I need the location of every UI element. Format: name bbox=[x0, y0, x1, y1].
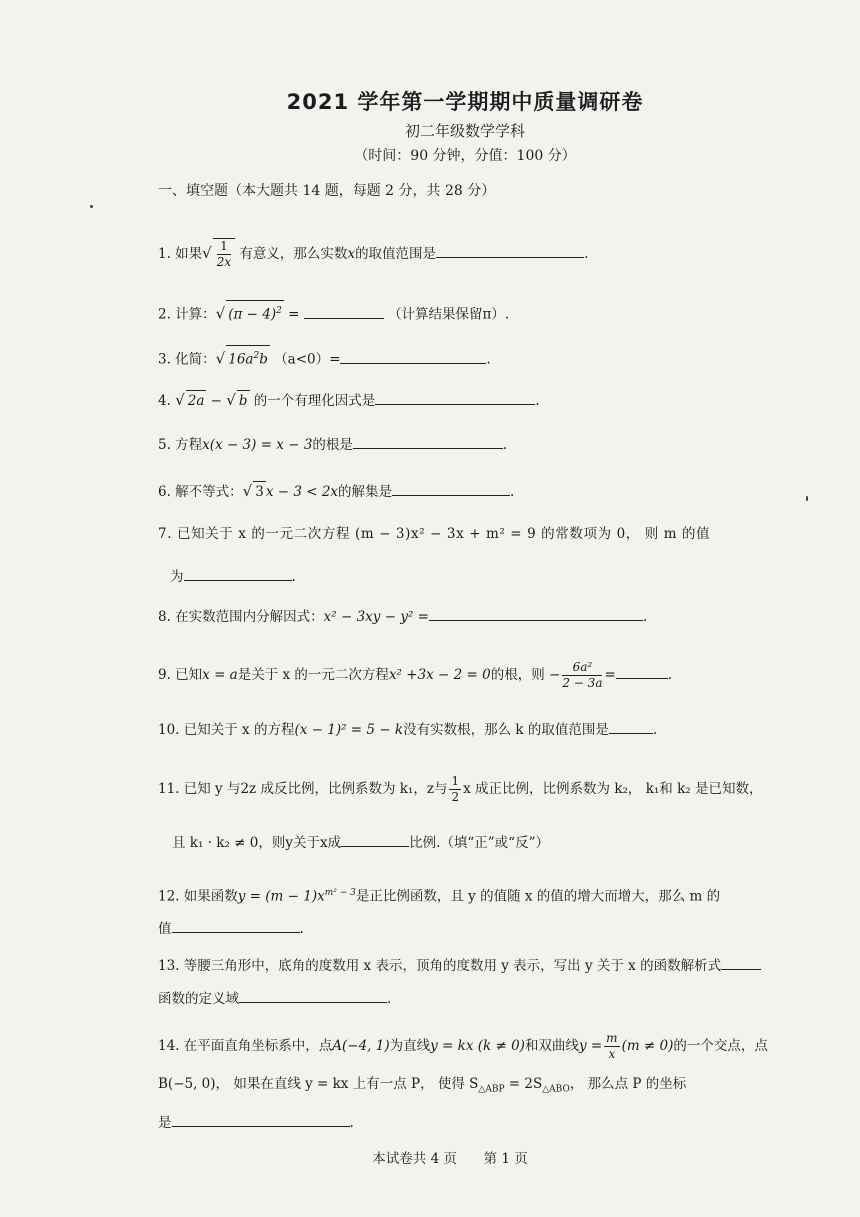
q3-expr-b: b bbox=[259, 351, 268, 368]
q11-denominator: 2 bbox=[451, 790, 460, 804]
q14-denominator: x bbox=[608, 1047, 616, 1061]
q7-text: 7. 已知关于 x 的一元二次方程 (m − 3)x² − 3x + m² = 9 的常数项为 0， 则 m 的值 bbox=[158, 526, 711, 542]
q12-function: y = (m − 1)x bbox=[237, 888, 325, 905]
q13-text: 13. 等腰三角形中，底角的度数用 x 表示，顶角的度数用 y 表示，写出 y 关于 x 的函数解析式 bbox=[158, 958, 722, 974]
q5-end: . bbox=[502, 437, 508, 453]
q9-fraction bbox=[562, 660, 602, 691]
section-heading: 一、填空题（本大题共 14 题，每题 2 分，共 28 分） bbox=[158, 183, 496, 199]
question-3 bbox=[158, 345, 491, 370]
scan-speck bbox=[806, 496, 808, 501]
q4-end: . bbox=[535, 393, 540, 409]
q5-text: 5. 方程 bbox=[158, 437, 203, 453]
page-title: 2021 学年第一学期期中质量调研卷 bbox=[286, 90, 644, 114]
q1-answer-blank[interactable] bbox=[436, 243, 584, 258]
q3-cond: （a<0）= bbox=[274, 351, 341, 368]
q9-eq: = bbox=[604, 667, 616, 683]
question-5 bbox=[158, 434, 507, 455]
q14-text-3: 和双曲线 bbox=[524, 1038, 579, 1054]
question-1: 1. 如果√ $\frac{1}{2x}$ 有意义，那么实数x的取值范围是 . bbox=[158, 239, 589, 269]
question-10 bbox=[158, 719, 657, 740]
q10-answer-blank[interactable] bbox=[609, 719, 653, 734]
q7-text-2: 为 bbox=[170, 569, 184, 585]
q10-equation: (x − 1)² = 5 − k bbox=[294, 722, 404, 738]
q2-note: （计算结果保留π）. bbox=[388, 306, 510, 323]
q1-radicand bbox=[213, 238, 235, 270]
q14-text-7: ， 那么点 P 的坐标 bbox=[569, 1076, 687, 1092]
q5-equation: x(x − 3) = x − 3 bbox=[202, 437, 313, 453]
q11-answer-blank[interactable] bbox=[341, 832, 409, 847]
q6-answer-blank[interactable] bbox=[392, 481, 510, 496]
exam-meta: （时间：90 分钟，分值：100 分） bbox=[354, 148, 576, 164]
q3-end: . bbox=[486, 351, 491, 368]
q6-text-2: 的解集是 bbox=[338, 484, 393, 500]
q9-text: 9. 已知 bbox=[158, 667, 203, 683]
q11-text-2: z与 bbox=[426, 781, 448, 797]
q7-answer-blank[interactable] bbox=[184, 566, 292, 581]
q4-answer-blank[interactable] bbox=[375, 390, 535, 405]
q14-sub-1: △ABP bbox=[478, 1084, 505, 1095]
q14-sub-2: △ABO bbox=[542, 1084, 570, 1095]
question-4 bbox=[158, 390, 540, 411]
q1-fraction: $\frac{1}{2x}$ bbox=[216, 239, 232, 269]
q12-text-2: 是正比例函数，且 y 的值随 x 的值的增大而增大，那么 m 的 bbox=[355, 888, 721, 905]
q5-text-2: 的根是 bbox=[312, 437, 353, 453]
q12-text-3: 值 bbox=[158, 921, 172, 937]
q8-end: . bbox=[642, 609, 648, 625]
q3-radicand: $16a^2b$ bbox=[226, 345, 270, 370]
q3-expr-a: 16a bbox=[228, 351, 254, 368]
q12-exponent: m² − 3 bbox=[324, 888, 356, 898]
q12-text: 12. 如果函数 bbox=[158, 888, 238, 905]
q14-answer-blank[interactable] bbox=[172, 1112, 350, 1127]
q11-text: 11. 已知 y 与2z 成反比例，比例系数为 k₁， bbox=[158, 781, 427, 797]
q8-expr: x² − 3xy − y² = bbox=[323, 609, 429, 625]
q8-text: 8. 在实数范围内分解因式： bbox=[158, 609, 324, 625]
q10-end: . bbox=[652, 722, 658, 738]
q14-end: . bbox=[349, 1115, 354, 1131]
q9-numerator: 6a² bbox=[562, 660, 602, 676]
q14-fraction bbox=[604, 1031, 619, 1062]
q4-radicand-1: 2a bbox=[186, 390, 207, 411]
q14-text-6: = 2S bbox=[504, 1076, 543, 1092]
question-13 bbox=[158, 955, 761, 976]
sqrt-icon: √ bbox=[175, 391, 185, 409]
q13-answer-blank-2[interactable] bbox=[239, 988, 387, 1003]
q6-text: 6. 解不等式： bbox=[158, 484, 243, 500]
q9-denominator: 2 − 3a bbox=[562, 676, 603, 690]
q2-radicand: $(\pi - 4)^2$ bbox=[226, 300, 284, 325]
q9-text-2: 是关于 x 的一元二次方程 bbox=[237, 667, 389, 683]
question-13-line-2 bbox=[158, 988, 391, 1009]
question-14-line-3 bbox=[158, 1112, 354, 1133]
q9-equation: x² +3x − 2 = 0 bbox=[388, 667, 491, 683]
sqrt-icon: √ bbox=[226, 391, 236, 409]
q14-hyperbola: y = bbox=[578, 1038, 603, 1054]
question-14 bbox=[158, 1031, 768, 1062]
q10-text: 10. 已知关于 x 的方程 bbox=[158, 722, 295, 738]
q1-text-3: 的取值范围是 bbox=[355, 246, 437, 262]
question-6 bbox=[158, 481, 514, 502]
q9-end: . bbox=[667, 667, 673, 683]
q13-answer-blank-1[interactable] bbox=[721, 955, 761, 970]
page-subtitle: 初二年级数学学科 bbox=[404, 122, 525, 140]
q14-line: y = kx (k ≠ 0) bbox=[430, 1038, 525, 1054]
q4-text-2: 的一个有理化因式是 bbox=[249, 393, 376, 409]
q12-answer-blank[interactable] bbox=[172, 918, 300, 933]
q14-numerator: m bbox=[606, 1031, 618, 1045]
q11-text-3: x 成正比例，比例系数为 k₂， k₁和 k₂ 是已知数， bbox=[463, 781, 763, 797]
question-9 bbox=[158, 660, 672, 691]
q11-fraction bbox=[449, 774, 461, 805]
q14-point-a: A(−4, 1) bbox=[332, 1038, 390, 1054]
question-12-line-2 bbox=[158, 918, 304, 939]
sqrt-icon: √ bbox=[242, 482, 253, 500]
q13-text-2: 函数的定义域 bbox=[158, 991, 239, 1007]
q1-text-2: 有意义，那么实数 bbox=[239, 246, 348, 262]
q14-text-4: 的一个交点，点 bbox=[673, 1038, 768, 1054]
q14-text-5: B(−5, 0)， 如果在直线 y = kx 上有一点 P， 使得 S bbox=[158, 1076, 479, 1092]
q5-answer-blank[interactable] bbox=[353, 434, 503, 449]
scan-speck bbox=[90, 205, 93, 208]
sqrt-icon: √ bbox=[215, 349, 226, 368]
q6-end: . bbox=[510, 484, 515, 500]
q1-end: . bbox=[584, 246, 589, 262]
q4-text: 4. bbox=[158, 393, 171, 409]
question-2 bbox=[158, 300, 509, 325]
sqrt-icon: √ bbox=[202, 244, 212, 262]
footer-total-pages: 本试卷共 4 页 bbox=[372, 1151, 457, 1167]
q4-radicand-2: b bbox=[237, 390, 250, 411]
q8-answer-blank[interactable] bbox=[429, 606, 643, 621]
q2-eq: = bbox=[283, 306, 304, 323]
q14-text-8: 是 bbox=[158, 1115, 172, 1131]
q2-answer-blank[interactable] bbox=[304, 304, 384, 319]
q11-text-4: 且 k₁ · k₂ ≠ 0，则y关于x成 bbox=[172, 835, 342, 851]
q13-end: . bbox=[387, 991, 392, 1007]
q9-text-3: 的根，则 − bbox=[490, 667, 561, 683]
question-11-line-2 bbox=[172, 832, 549, 853]
q11-numerator: 1 bbox=[451, 774, 460, 788]
question-7 bbox=[158, 524, 710, 544]
q12-end: . bbox=[299, 921, 304, 937]
q14-text: 14. 在平面直角坐标系中，点 bbox=[158, 1038, 333, 1054]
q11-text-5: 比例.（填“正”或“反”） bbox=[409, 835, 549, 851]
q1-text: 1. 如果 bbox=[158, 246, 203, 262]
page-footer bbox=[0, 1147, 860, 1167]
q3-answer-blank[interactable] bbox=[340, 349, 486, 364]
q2-expr: (π − 4) bbox=[228, 306, 277, 323]
q4-minus: − bbox=[206, 393, 227, 409]
q9-answer-blank[interactable] bbox=[616, 664, 668, 679]
q10-text-2: 没有实数根，那么 k 的取值范围是 bbox=[403, 722, 609, 738]
question-12 bbox=[158, 883, 720, 907]
q6-radicand: 3 bbox=[253, 481, 266, 502]
q9-expr: x = a bbox=[202, 667, 238, 683]
q6-inequality: x − 3 < 2x bbox=[265, 484, 339, 500]
q14-cond: (m ≠ 0) bbox=[621, 1038, 674, 1054]
q14-text-2: 为直线 bbox=[389, 1038, 431, 1054]
q3-text: 3. 化简： bbox=[158, 351, 216, 368]
footer-page-number: 第 1 页 bbox=[483, 1151, 528, 1167]
sqrt-icon: √ bbox=[215, 304, 226, 323]
question-7-line-2 bbox=[170, 566, 296, 587]
q7-end: . bbox=[291, 569, 296, 585]
question-11 bbox=[158, 774, 762, 805]
question-14-line-2 bbox=[158, 1074, 686, 1100]
q2-text: 2. 计算： bbox=[158, 306, 216, 323]
question-8 bbox=[158, 606, 647, 627]
